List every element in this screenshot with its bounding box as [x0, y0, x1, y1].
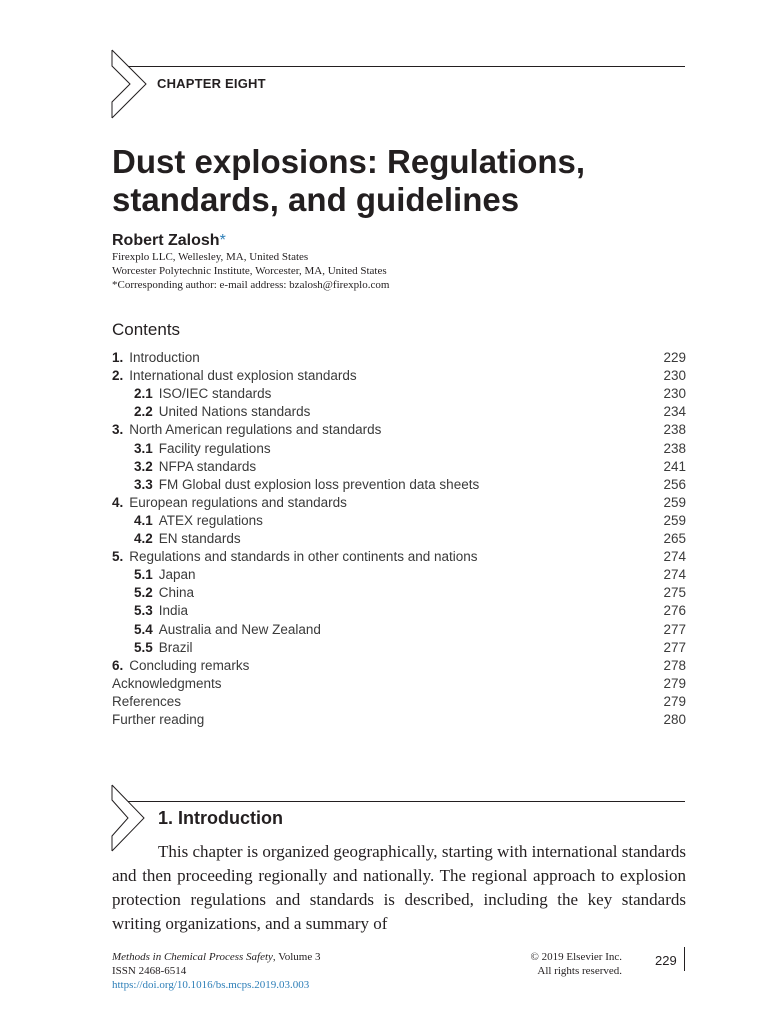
- toc-item-number: 4.2: [134, 531, 153, 546]
- toc-item-number: 5.2: [134, 585, 153, 601]
- copyright: © 2019 Elsevier Inc.: [530, 951, 622, 963]
- toc-item-page: 275: [663, 585, 686, 601]
- page-number-rule: [684, 947, 685, 971]
- toc-item-label: United Nations standards: [158, 404, 311, 420]
- footer-copyright: [498, 950, 622, 978]
- toc-item[interactable]: [134, 602, 686, 620]
- chapter-rule: [128, 66, 685, 67]
- chapter-title: Dust explosions: Regulations, standards, and guidelines: [112, 143, 586, 218]
- toc-item-number: 5.: [112, 549, 124, 565]
- toc-item-number: 5.4: [134, 621, 153, 637]
- toc-item[interactable]: [112, 349, 686, 367]
- affiliation-1: Firexplo LLC, Wellesley, MA, United States: [112, 251, 309, 263]
- toc-item-page: 241: [663, 458, 686, 474]
- journal-volume: , Volume 3: [272, 951, 321, 963]
- toc-item[interactable]: [112, 657, 686, 675]
- toc-item[interactable]: [134, 566, 686, 584]
- toc-item-page: 279: [663, 675, 686, 691]
- author-marker[interactable]: *: [219, 232, 226, 249]
- rights: All rights reserved.: [537, 965, 622, 977]
- toc-item-page: 277: [663, 621, 686, 637]
- toc-item-number: 5.1: [134, 567, 153, 583]
- contents-heading: Contents: [112, 320, 181, 339]
- toc-item-number: 2.1: [134, 386, 153, 402]
- toc-item[interactable]: [134, 440, 686, 458]
- toc-item-page: 277: [663, 639, 686, 655]
- toc-item-label: North American regulations and standards: [129, 422, 382, 438]
- toc-item-page: 229: [663, 350, 686, 365]
- toc-item[interactable]: [134, 512, 686, 530]
- toc-item[interactable]: [112, 711, 686, 729]
- toc-item-label: Australia and New Zealand: [158, 621, 321, 637]
- toc-item-number: 3.1: [134, 440, 153, 456]
- toc-item-label: India: [158, 603, 189, 619]
- toc-item-page: 259: [663, 494, 686, 510]
- toc-item-page: 265: [663, 531, 686, 546]
- toc-item-label: Facility regulations: [158, 440, 271, 456]
- toc-item-page: 238: [663, 440, 686, 456]
- toc-item[interactable]: [112, 494, 686, 512]
- toc-item-number: 2.: [112, 368, 124, 384]
- toc-item-page: 280: [663, 712, 686, 727]
- toc-item-label: China: [158, 585, 195, 601]
- toc-item-number: 5.3: [134, 603, 153, 619]
- toc-item[interactable]: [134, 639, 686, 657]
- toc-item-number: 1.: [112, 350, 124, 365]
- toc-item-number: 4.: [112, 494, 124, 510]
- author-name: [112, 232, 226, 250]
- toc-item-number: 5.5: [134, 639, 153, 655]
- toc-item[interactable]: [134, 584, 686, 602]
- toc-item-label: Regulations and standards in other continents and nations: [129, 549, 478, 565]
- section-rule: [128, 801, 685, 802]
- toc-item-page: 278: [663, 657, 686, 673]
- corresponding-author: *Corresponding author: e-mail address: bzalosh@firexplo.com: [112, 279, 390, 291]
- toc-item[interactable]: [134, 530, 686, 548]
- chapter-chevron-icon: [110, 48, 150, 120]
- toc-item-label: EN standards: [158, 531, 241, 546]
- chapter-label: CHAPTER EIGHT: [157, 76, 266, 91]
- toc-item[interactable]: [134, 621, 686, 639]
- toc-item-label: References: [112, 693, 182, 709]
- toc-item-label: Japan: [158, 567, 196, 583]
- affiliation-2: Worcester Polytechnic Institute, Worcester, MA, United States: [112, 265, 387, 277]
- toc-item-number: 2.2: [134, 404, 153, 420]
- toc-item-page: 259: [663, 512, 686, 528]
- toc-item[interactable]: [112, 675, 686, 693]
- issn: ISSN 2468-6514: [112, 965, 187, 977]
- toc-item[interactable]: [112, 693, 686, 711]
- toc-item-number: 6.: [112, 657, 124, 673]
- page-number: 229: [655, 953, 677, 968]
- toc-item[interactable]: [112, 548, 686, 566]
- toc-item-page: 274: [663, 567, 686, 583]
- journal-name: Methods in Chemical Process Safety: [112, 951, 273, 963]
- toc-item-label: Introduction: [129, 350, 200, 365]
- toc-item-label: Further reading: [112, 712, 205, 727]
- toc-item[interactable]: [134, 476, 686, 494]
- toc-item-label: FM Global dust explosion loss prevention data sheets: [158, 476, 480, 492]
- toc-item-label: Concluding remarks: [129, 657, 250, 673]
- author-name-text: Robert Zalosh: [112, 232, 220, 249]
- toc-item-label: International dust explosion standards: [129, 368, 357, 384]
- toc-item-page: 256: [663, 476, 686, 492]
- toc-item-label: Acknowledgments: [112, 675, 222, 691]
- intro-paragraph-text: This chapter is organized geographically, starting with international standards and then proceeding regionally and nationally. The regional approach to explosion protection regulations and standards is described, including the key standards writing organizations, and a summary of: [112, 842, 686, 933]
- toc-item-label: NFPA standards: [158, 458, 257, 474]
- toc-item-label: Brazil: [158, 639, 193, 655]
- toc-item-page: 238: [663, 422, 686, 438]
- toc-item-page: 230: [663, 368, 686, 384]
- toc-item-page: 230: [663, 386, 686, 402]
- intro-paragraph: [112, 840, 686, 936]
- toc-item-number: 3.3: [134, 476, 153, 492]
- footer-citation: [112, 950, 320, 992]
- toc-item-page: 234: [663, 404, 686, 420]
- toc-item-page: 276: [663, 603, 686, 619]
- toc-item[interactable]: [134, 403, 686, 421]
- toc-item[interactable]: [134, 385, 686, 403]
- section-heading: 1. Introduction: [158, 808, 283, 828]
- toc-item[interactable]: [112, 421, 686, 439]
- toc-item-number: 4.1: [134, 512, 153, 528]
- doi-link[interactable]: https://doi.org/10.1016/bs.mcps.2019.03.003: [112, 979, 310, 991]
- toc-item-page: 274: [663, 549, 686, 565]
- toc-item-number: 3.: [112, 422, 124, 438]
- toc-item[interactable]: [112, 367, 686, 385]
- toc-item[interactable]: [134, 458, 686, 476]
- toc-item-number: 3.2: [134, 458, 153, 474]
- toc-item-label: ATEX regulations: [158, 512, 263, 528]
- toc-item-label: European regulations and standards: [129, 494, 347, 510]
- toc-item-page: 279: [663, 693, 686, 709]
- toc-item-label: ISO/IEC standards: [158, 386, 272, 402]
